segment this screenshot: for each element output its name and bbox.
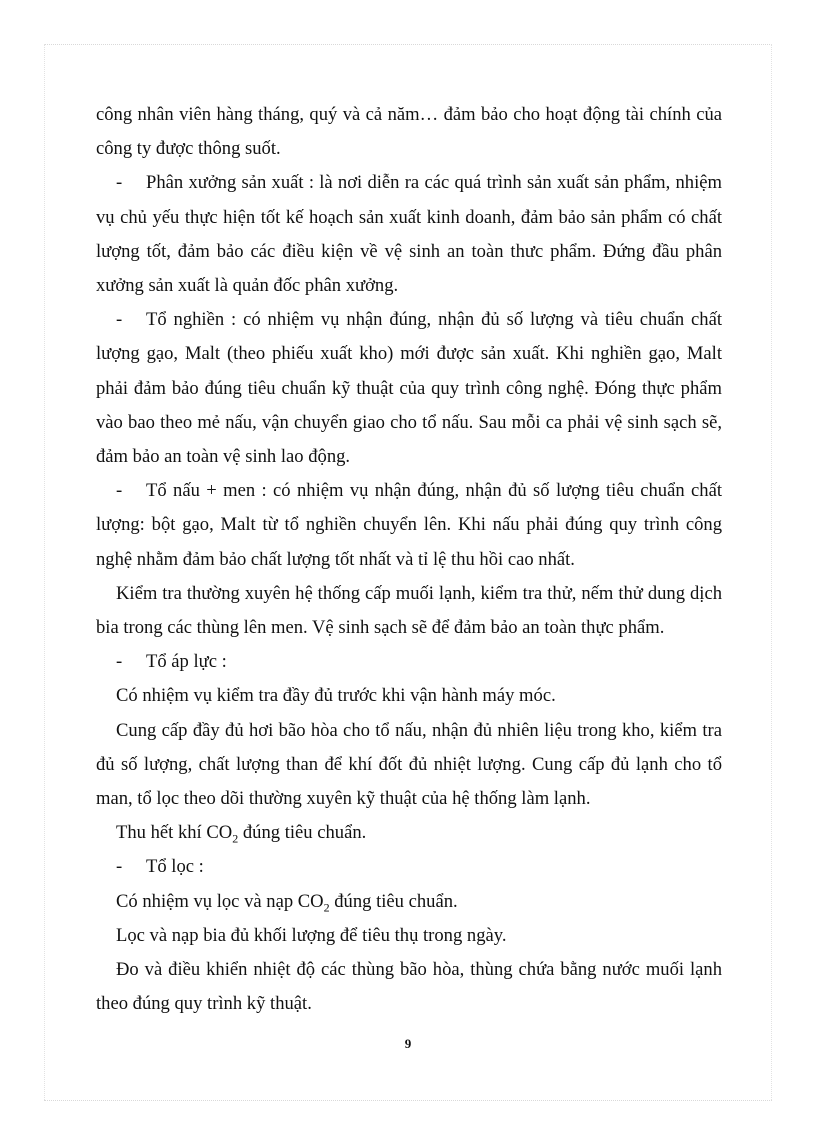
paragraph-thu-khi-co2 xyxy=(96,816,722,850)
text-before: Thu hết khí CO xyxy=(116,822,233,844)
paragraph-text: Tổ nghiền : có nhiệm vụ nhận đúng, nhận đủ số lượng và tiêu chuẩn chất lượng gạo, Malt (theo phiếu xuất kho) mới được sản xuất. Khi nghiền gạo, Malt phải đảm bảo đúng tiêu chuẩn kỹ thuật của quy trình công nghệ. Đóng thực phẩm vào bao theo mẻ nấu, vận chuyển giao cho tổ nấu. Sau mỗi ca phải vệ sinh sạch sẽ, đảm bảo an toàn vệ sinh lao động. xyxy=(96,309,722,468)
page-number: 9 xyxy=(404,1036,412,1051)
paragraph-text: Phân xưởng sản xuất : là nơi diễn ra các quá trình sản xuất sản phẩm, nhiệm vụ chủ yếu thực hiện tốt kế hoạch sản xuất kinh doanh, đảm bảo sản phẩm có chất lượng tốt, đảm bảo các điều kiện về vệ sinh an toàn thưc phẩm. Đứng đầu phân xưởng sản xuất là quản đốc phân xưởng. xyxy=(96,172,722,297)
text-after: đúng tiêu chuẩn. xyxy=(329,890,458,912)
paragraph-nhiem-vu-kiem-tra: Có nhiệm vụ kiểm tra đầy đủ trước khi vận hành máy móc. xyxy=(116,685,556,707)
page-frame-right xyxy=(771,44,772,1100)
paragraph-to-nau-men xyxy=(96,474,722,577)
paragraph-continuation: công nhân viên hàng tháng, quý và cả năm… đảm bảo cho hoạt động tài chính của công ty được thông suốt. xyxy=(96,104,722,160)
paragraph-loc-nap-co2 xyxy=(96,885,722,919)
page-frame-bottom xyxy=(44,1100,772,1101)
paragraph-text: Tổ nấu + men : có nhiệm vụ nhận đúng, nhận đủ số lượng tiêu chuẩn chất lượng: bột gạo, Malt từ tổ nghiền chuyển lên. Khi nấu phải đúng quy trình công nghệ nhằm đảm bảo chất lượng tốt nhất và tỉ lệ thu hồi cao nhất. xyxy=(96,480,722,570)
paragraph-do-dieu-khien: Đo và điều khiển nhiệt độ các thùng bão hòa, thùng chứa bằng nước muối lạnh theo đúng quy trình kỹ thuật. xyxy=(96,959,722,1015)
page-frame-left xyxy=(44,44,45,1100)
bullet-dash: - xyxy=(116,480,123,502)
paragraph-to-loc xyxy=(96,850,722,884)
paragraph-text: Tổ lọc : xyxy=(146,856,204,878)
bullet-dash: - xyxy=(116,856,123,878)
paragraph-loc-nap-bia: Lọc và nạp bia đủ khối lượng để tiêu thụ trong ngày. xyxy=(116,924,507,946)
paragraph-to-ap-luc xyxy=(96,645,722,679)
paragraph-cung-cap: Cung cấp đầy đủ hơi bão hòa cho tổ nấu, nhận đủ nhiên liệu trong kho, kiểm tra đủ số lượng, chất lượng than để khí đốt đủ nhiệt lượng. Cung cấp đủ lạnh cho tổ man, tổ lọc theo dõi thường xuyên kỹ thuật của hệ thống làm lạnh. xyxy=(96,719,722,810)
text-after: đúng tiêu chuẩn. xyxy=(238,822,367,844)
page-frame-top xyxy=(44,44,772,45)
paragraph-to-nghien xyxy=(96,303,722,474)
document-body xyxy=(96,98,722,1021)
paragraph-kiem-tra: Kiểm tra thường xuyên hệ thống cấp muối lạnh, kiểm tra thử, nếm thử dung dịch bia trong các thùng lên men. Vệ sinh sạch sẽ để đảm bảo an toàn thực phẩm. xyxy=(96,582,722,639)
paragraph-phan-xuong-san-xuat xyxy=(96,166,722,303)
paragraph-text: Tổ áp lực : xyxy=(146,651,227,673)
bullet-dash: - xyxy=(116,172,123,194)
text-before: Có nhiệm vụ lọc và nạp CO xyxy=(116,890,324,912)
bullet-dash: - xyxy=(116,651,123,673)
subscript: 2 xyxy=(232,831,239,846)
subscript: 2 xyxy=(323,900,330,915)
bullet-dash: - xyxy=(116,309,123,331)
